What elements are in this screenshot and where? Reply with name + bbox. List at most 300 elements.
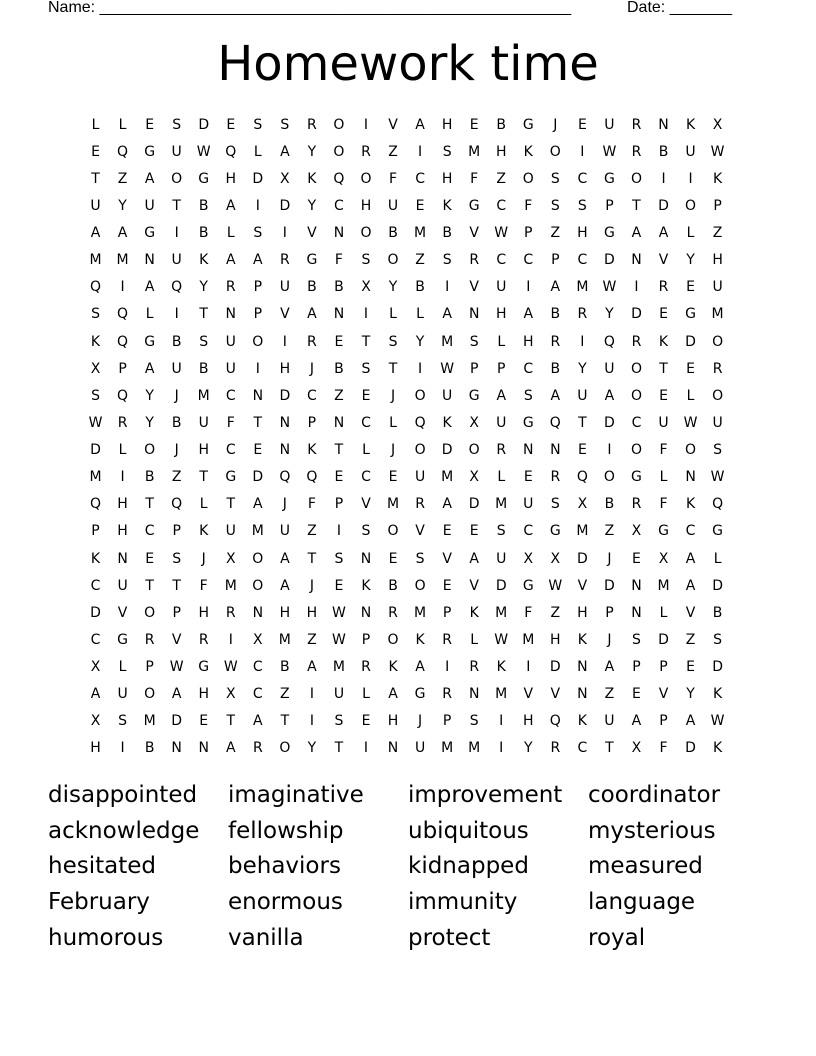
grid-letter: D xyxy=(441,442,453,459)
grid-letter: M xyxy=(495,686,508,703)
grid-letter: Q xyxy=(117,143,129,160)
grid-letter: S xyxy=(280,116,290,133)
grid-letter: P xyxy=(361,631,371,648)
grid-letter: S xyxy=(118,713,128,730)
grid-letter: L xyxy=(686,225,695,242)
grid-letter: L xyxy=(362,686,370,703)
grid-letter: Z xyxy=(334,387,344,404)
grid-letter: C xyxy=(361,469,371,486)
grid-letter: I xyxy=(228,631,233,648)
grid-letter: X xyxy=(225,686,236,703)
grid-letter: N xyxy=(631,604,642,621)
grid-letter: H xyxy=(225,170,237,187)
grid-letter: S xyxy=(199,333,209,350)
grid-letter: E xyxy=(334,333,344,350)
grid-letter: S xyxy=(550,496,560,513)
grid-letter: G xyxy=(685,306,696,323)
grid-letter: K xyxy=(496,659,506,676)
grid-letter: E xyxy=(659,306,668,323)
grid-letter: O xyxy=(685,197,697,214)
grid-letter: E xyxy=(686,659,695,676)
grid-letter: U xyxy=(414,469,426,486)
grid-letter: U xyxy=(198,414,209,431)
grid-letter: Q xyxy=(171,279,183,296)
grid-letter: F xyxy=(226,414,235,431)
grid-letter: T xyxy=(361,333,371,350)
grid-letter: E xyxy=(334,577,344,594)
grid-letter: C xyxy=(523,360,534,377)
grid-letter: X xyxy=(469,469,479,486)
grid-letter: M xyxy=(495,496,508,513)
grid-letter: P xyxy=(659,713,668,730)
grid-letter: R xyxy=(252,740,263,757)
grid-letter: U xyxy=(225,523,236,540)
word-item: imaginative xyxy=(228,782,364,808)
grid-letter: T xyxy=(199,469,208,486)
grid-letter: C xyxy=(90,631,101,648)
grid-letter: N xyxy=(631,252,642,269)
grid-letter: U xyxy=(604,116,615,133)
grid-letter: T xyxy=(388,360,398,377)
grid-letter: E xyxy=(686,360,695,377)
grid-letter: S xyxy=(334,713,344,730)
grid-letter: M xyxy=(224,577,237,594)
grid-letter: P xyxy=(145,659,154,676)
grid-letter: F xyxy=(389,170,398,187)
grid-letter: D xyxy=(685,740,696,757)
grid-letter: P xyxy=(659,659,668,676)
grid-letter: T xyxy=(253,414,263,431)
grid-letter: Y xyxy=(307,197,317,214)
grid-letter: Y xyxy=(199,279,208,296)
grid-letter: F xyxy=(334,252,343,269)
grid-letter: V xyxy=(361,496,371,513)
grid-letter: V xyxy=(550,686,561,703)
grid-letter: V xyxy=(171,631,182,648)
grid-letter: U xyxy=(225,333,236,350)
grid-letter: K xyxy=(361,577,371,594)
grid-letter: D xyxy=(252,170,264,187)
grid-letter: B xyxy=(388,225,398,242)
grid-letter: P xyxy=(118,360,127,377)
grid-letter: B xyxy=(415,279,425,296)
grid-letter: O xyxy=(630,442,642,459)
grid-letter: U xyxy=(414,740,426,757)
grid-letter: U xyxy=(144,197,155,214)
grid-letter: N xyxy=(577,659,588,676)
grid-letter: M xyxy=(441,469,454,486)
grid-letter: A xyxy=(685,713,696,730)
grid-letter: O xyxy=(712,387,724,404)
grid-letter: B xyxy=(604,496,615,513)
grid-letter: A xyxy=(307,306,317,323)
grid-letter: Y xyxy=(605,306,614,323)
grid-letter: N xyxy=(468,686,480,703)
grid-letter: D xyxy=(712,659,723,676)
grid-letter: G xyxy=(198,659,210,676)
grid-letter: C xyxy=(225,442,236,459)
grid-letter: Q xyxy=(117,333,129,350)
grid-letter: X xyxy=(523,550,534,567)
grid-letter: I xyxy=(363,740,369,757)
grid-letter: S xyxy=(388,333,398,350)
grid-letter: I xyxy=(120,469,125,486)
grid-letter: T xyxy=(334,740,344,757)
grid-letter: I xyxy=(363,306,369,323)
grid-letter: L xyxy=(118,659,127,676)
grid-letter: V xyxy=(307,225,317,242)
grid-letter: H xyxy=(90,740,101,757)
grid-letter: G xyxy=(414,686,426,703)
grid-letter: U xyxy=(279,279,290,296)
grid-letter: C xyxy=(225,387,236,404)
grid-letter: A xyxy=(685,577,696,594)
grid-letter: H xyxy=(387,713,399,730)
grid-letter: A xyxy=(415,659,425,676)
grid-letter: Y xyxy=(145,414,154,431)
grid-letter: L xyxy=(389,306,397,323)
grid-letter: O xyxy=(630,170,642,187)
grid-letter: W xyxy=(683,414,698,431)
grid-letter: X xyxy=(361,279,371,296)
grid-letter: O xyxy=(603,469,615,486)
grid-letter: R xyxy=(631,496,642,513)
grid-letter: N xyxy=(387,740,399,757)
grid-letter: F xyxy=(470,170,479,187)
grid-letter: K xyxy=(307,170,317,187)
grid-letter: E xyxy=(469,116,479,133)
grid-letter: G xyxy=(144,225,156,242)
header xyxy=(48,0,768,19)
grid-letter: O xyxy=(630,387,642,404)
grid-letter: H xyxy=(495,143,507,160)
grid-letter: T xyxy=(334,442,344,459)
grid-letter: J xyxy=(282,496,287,513)
grid-letter: M xyxy=(197,387,210,404)
grid-letter: R xyxy=(550,740,561,757)
grid-letter: S xyxy=(496,523,506,540)
grid-letter: B xyxy=(171,333,182,350)
grid-letter: E xyxy=(632,686,641,703)
grid-letter: K xyxy=(469,604,479,621)
grid-letter: R xyxy=(117,414,128,431)
grid-letter: C xyxy=(577,170,588,187)
grid-letter: W xyxy=(88,414,103,431)
grid-letter: I xyxy=(634,279,639,296)
grid-letter: D xyxy=(468,496,480,513)
grid-letter: O xyxy=(252,550,264,567)
grid-letter: K xyxy=(307,442,317,459)
grid-letter: I xyxy=(174,306,179,323)
grid-letter: Q xyxy=(117,306,129,323)
grid-letter: S xyxy=(91,306,100,323)
grid-letter: P xyxy=(551,252,560,269)
grid-letter: S xyxy=(361,523,371,540)
grid-letter: J xyxy=(390,387,396,404)
grid-letter: W xyxy=(548,577,563,594)
grid-letter: T xyxy=(226,713,236,730)
grid-letter: N xyxy=(279,442,291,459)
grid-letter: P xyxy=(442,604,452,621)
grid-letter: L xyxy=(253,143,262,160)
grid-letter: Z xyxy=(415,252,425,269)
grid-letter: A xyxy=(253,252,263,269)
grid-letter: A xyxy=(253,713,263,730)
word-item: humorous xyxy=(48,924,164,951)
grid-letter: Y xyxy=(686,686,695,703)
word-item: mysterious xyxy=(588,817,716,844)
grid-letter: I xyxy=(336,523,342,540)
grid-letter: S xyxy=(172,116,182,133)
grid-letter: A xyxy=(550,279,561,296)
grid-letter: O xyxy=(387,523,399,540)
grid-letter: X xyxy=(658,550,669,567)
grid-letter: O xyxy=(171,170,183,187)
grid-letter: V xyxy=(415,523,425,540)
grid-letter: A xyxy=(90,225,101,242)
grid-letter: A xyxy=(658,225,669,242)
grid-letter: H xyxy=(198,604,209,621)
grid-letter: B xyxy=(198,225,209,242)
grid-letter: K xyxy=(577,631,587,648)
grid-letter: E xyxy=(577,116,587,133)
grid-letter: D xyxy=(658,197,669,214)
grid-letter: M xyxy=(495,604,508,621)
grid-letter: A xyxy=(685,550,696,567)
grid-letter: O xyxy=(279,740,291,757)
grid-letter: V xyxy=(685,604,696,621)
grid-letter: O xyxy=(414,387,426,404)
grid-letter: W xyxy=(223,659,238,676)
grid-letter: Q xyxy=(333,170,345,187)
word-item: ubiquitous xyxy=(408,817,529,844)
grid-letter: A xyxy=(523,306,534,323)
grid-letter: T xyxy=(172,577,181,594)
grid-letter: A xyxy=(496,387,507,404)
grid-letter: H xyxy=(279,604,291,621)
grid-letter: Y xyxy=(578,360,587,377)
grid-letter: V xyxy=(577,577,588,594)
grid-letter: G xyxy=(117,631,128,648)
grid-letter: D xyxy=(252,469,264,486)
grid-letter: O xyxy=(712,333,724,350)
grid-letter: A xyxy=(442,496,452,513)
grid-letter: Z xyxy=(280,686,290,703)
grid-letter: Y xyxy=(145,387,154,404)
grid-letter: X xyxy=(225,550,236,567)
grid-letter: A xyxy=(144,360,155,377)
grid-letter: Z xyxy=(171,469,182,486)
grid-letter: G xyxy=(631,469,642,486)
grid-letter: O xyxy=(333,143,345,160)
grid-letter: C xyxy=(415,170,425,187)
grid-letter: D xyxy=(604,414,615,431)
grid-letter: Z xyxy=(388,143,398,160)
grid-letter: A xyxy=(415,116,425,133)
grid-letter: T xyxy=(91,170,100,187)
grid-letter: D xyxy=(604,252,615,269)
grid-letter: M xyxy=(576,523,589,540)
grid-letter: W xyxy=(494,631,509,648)
grid-letter: M xyxy=(116,252,129,269)
grid-letter: K xyxy=(199,523,209,540)
grid-letter: I xyxy=(445,279,450,296)
grid-letter: N xyxy=(333,306,345,323)
grid-letter: I xyxy=(499,740,504,757)
grid-letter: R xyxy=(225,279,236,296)
grid-letter: Y xyxy=(523,740,533,757)
grid-letter: Y xyxy=(415,333,425,350)
grid-letter: R xyxy=(198,631,209,648)
grid-letter: S xyxy=(361,252,371,269)
grid-letter: M xyxy=(441,740,454,757)
page-title: Homework time xyxy=(217,36,599,92)
grid-letter: S xyxy=(415,550,425,567)
grid-letter: N xyxy=(117,550,128,567)
grid-letter: A xyxy=(90,686,101,703)
grid-letter: C xyxy=(307,387,317,404)
grid-letter: N xyxy=(252,387,264,404)
grid-letter: Y xyxy=(686,252,695,269)
grid-letter: O xyxy=(360,170,372,187)
grid-letter: C xyxy=(361,414,371,431)
grid-letter: I xyxy=(499,713,504,730)
grid-letter: V xyxy=(117,604,128,621)
word-item: February xyxy=(48,889,150,916)
grid-letter: C xyxy=(252,686,263,703)
grid-letter: H xyxy=(523,713,534,730)
grid-letter: N xyxy=(577,686,588,703)
grid-letter: M xyxy=(657,577,670,594)
grid-letter: D xyxy=(712,577,723,594)
word-item: fellowship xyxy=(228,817,344,844)
grid-letter: J xyxy=(201,550,206,567)
grid-letter: J xyxy=(553,116,558,133)
grid-letter: Y xyxy=(388,279,398,296)
grid-letter: E xyxy=(577,442,587,459)
grid-letter: S xyxy=(253,225,263,242)
grid-letter: G xyxy=(522,577,534,594)
grid-letter: D xyxy=(90,604,101,621)
grid-letter: W xyxy=(440,360,455,377)
grid-letter: C xyxy=(252,659,263,676)
grid-letter: N xyxy=(333,414,345,431)
grid-letter: O xyxy=(387,631,399,648)
grid-letter: R xyxy=(307,116,317,133)
word-item: behaviors xyxy=(228,853,341,880)
grid-letter: Q xyxy=(117,387,129,404)
grid-letter: S xyxy=(469,333,479,350)
grid-letter: I xyxy=(418,143,423,160)
grid-letter: L xyxy=(659,604,668,621)
grid-letter: A xyxy=(631,225,642,242)
grid-letter: M xyxy=(414,225,427,242)
grid-letter: D xyxy=(279,387,291,404)
grid-letter: U xyxy=(333,686,345,703)
grid-letter: U xyxy=(387,197,399,214)
grid-letter: N xyxy=(198,740,209,757)
grid-letter: N xyxy=(279,414,291,431)
grid-letter: H xyxy=(360,197,372,214)
grid-letter: W xyxy=(332,631,346,648)
grid-letter: B xyxy=(496,116,507,133)
grid-letter: R xyxy=(388,604,398,621)
grid-letter: T xyxy=(199,306,208,323)
grid-letter: P xyxy=(91,523,100,540)
word-list xyxy=(48,777,768,955)
grid-letter: Z xyxy=(496,170,507,187)
grid-letter: I xyxy=(526,279,531,296)
grid-letter: P xyxy=(632,659,641,676)
grid-letter: A xyxy=(144,279,155,296)
grid-letter: I xyxy=(255,197,260,214)
grid-letter: S xyxy=(713,631,723,648)
grid-letter: J xyxy=(309,577,314,594)
grid-letter: M xyxy=(278,631,291,648)
grid-letter: Q xyxy=(279,469,291,486)
grid-letter: E xyxy=(388,469,398,486)
grid-letter: O xyxy=(144,442,156,459)
grid-letter: E xyxy=(523,469,533,486)
grid-letter: K xyxy=(90,333,101,350)
grid-letter: O xyxy=(522,170,534,187)
grid-letter: Q xyxy=(225,143,237,160)
word-item: measured xyxy=(588,853,703,880)
grid-letter: C xyxy=(334,197,344,214)
grid-letter: H xyxy=(117,523,128,540)
grid-letter: N xyxy=(144,252,155,269)
grid-letter: U xyxy=(685,143,696,160)
grid-letter: K xyxy=(658,333,669,350)
grid-letter: P xyxy=(307,414,317,431)
grid-letter: X xyxy=(469,414,479,431)
grid-letter: J xyxy=(390,442,396,459)
grid-letter: V xyxy=(280,306,290,323)
grid-letter: B xyxy=(334,279,344,296)
grid-letter: S xyxy=(334,550,344,567)
grid-letter: S xyxy=(172,550,182,567)
grid-letter: M xyxy=(386,496,400,513)
grid-letter: G xyxy=(306,252,318,269)
grid-letter: G xyxy=(225,469,237,486)
grid-letter: U xyxy=(496,279,507,296)
grid-letter: Z xyxy=(307,631,317,648)
grid-letter: A xyxy=(117,225,128,242)
grid-letter: E xyxy=(442,523,452,540)
grid-letter: E xyxy=(253,442,263,459)
grid-letter: G xyxy=(468,197,480,214)
grid-letter: Q xyxy=(549,414,561,431)
grid-letter: W xyxy=(710,713,725,730)
grid-letter: B xyxy=(144,740,155,757)
date-line: Date: _______ xyxy=(627,0,732,16)
grid-letter: R xyxy=(415,496,425,513)
grid-letter: I xyxy=(120,740,125,757)
grid-letter: W xyxy=(494,225,509,242)
grid-letter: E xyxy=(91,143,100,160)
grid-letter: K xyxy=(442,197,452,214)
grid-letter: I xyxy=(255,360,260,377)
grid-letter: N xyxy=(523,442,534,459)
grid-letter: N xyxy=(333,225,345,242)
grid-letter: M xyxy=(468,740,481,757)
grid-letter: C xyxy=(144,523,155,540)
grid-letter: O xyxy=(414,577,426,594)
grid-letter: Q xyxy=(549,713,561,730)
grid-letter: P xyxy=(469,360,479,377)
grid-letter: F xyxy=(659,740,668,757)
grid-letter: A xyxy=(144,170,155,187)
